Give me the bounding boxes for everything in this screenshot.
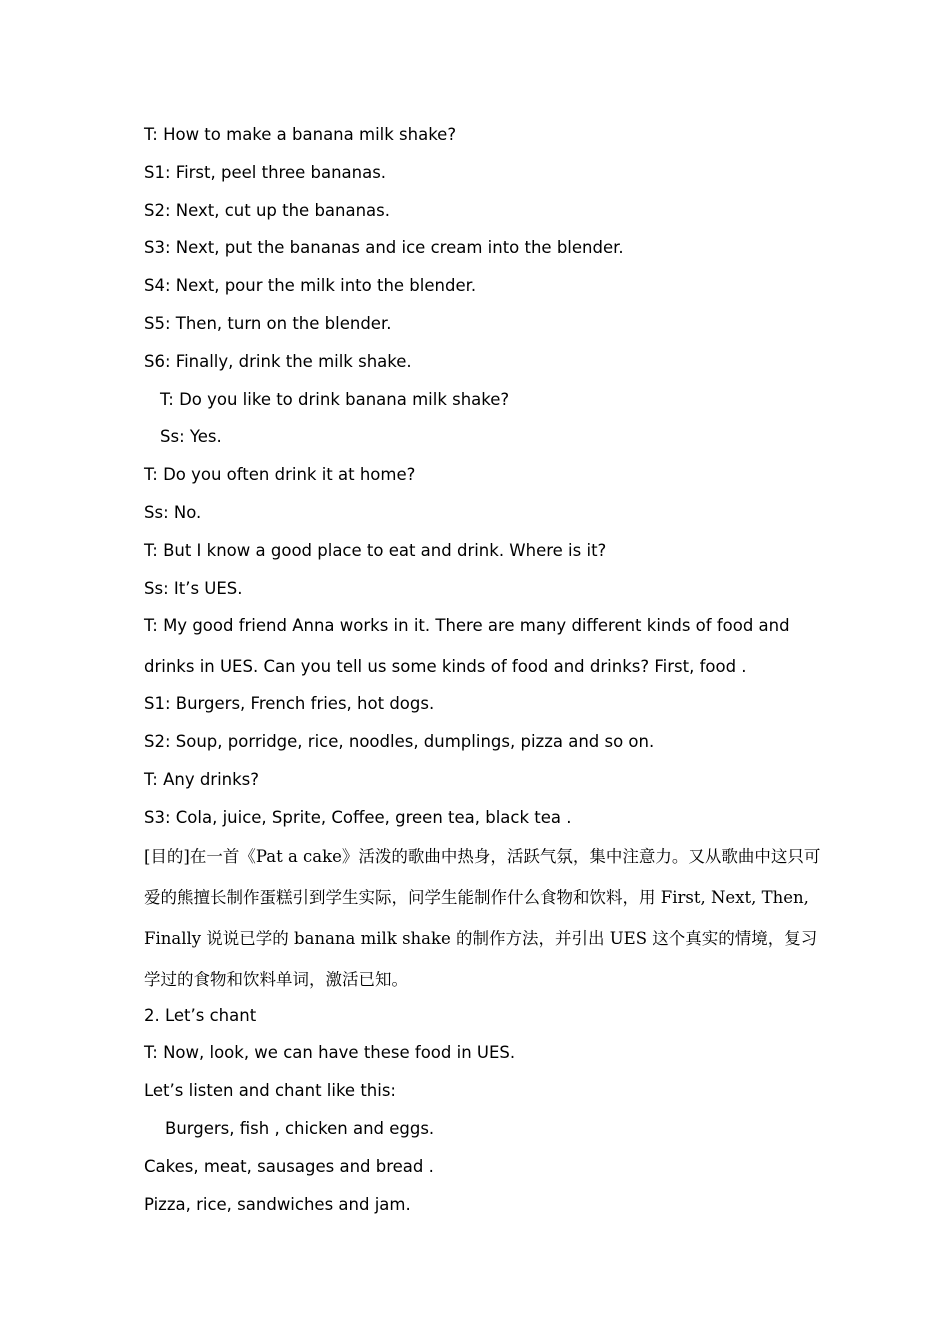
dialogue-line: S5: Then, turn on the blender. [144,313,392,333]
purpose-note: [目的]在一首《Pat a cake》活泼的歌曲中热身，活跃气氛，集中注意力。又从歌曲中这只可爱的熊擅长制作蛋糕引到学生实际，问学生能制作什么食物和饮料，用 First, Next, Then, Finally 说说已学的 banana milk shake 的制作方法，并引出 UES 这个真实的情境，复习学过的食物和饮料单词，激活已知。 [144,846,821,989]
document-body [144,124,824,1231]
dialogue-line: Ss: No. [144,502,202,522]
dialogue-line: Ss: It’s UES. [144,578,243,598]
dialogue-line: S6: Finally, drink the milk shake. [144,351,412,371]
dialogue-line: T: Do you often drink it at home? [144,465,416,485]
dialogue-line: T: How to make a banana milk shake? [144,125,457,144]
dialogue-line: S1: Burgers, French fries, hot dogs. [144,694,435,714]
dialogue-line: S3: Cola, juice, Sprite, Coffee, green tea, black tea . [144,807,572,827]
dialogue-paragraph: T: My good friend Anna works in it. There are many different kinds of food and drinks in UES. Can you tell us some kinds of food and drinks? First, food . [144,616,790,676]
dialogue-line: S2: Soup, porridge, rice, noodles, dumplings, pizza and so on. [144,732,655,752]
dialogue-line: S1: First, peel three bananas. [144,162,387,182]
dialogue-line: Let’s listen and chant like this: [144,1081,396,1101]
dialogue-line: T: Now, look, we can have these food in UES. [144,1043,516,1063]
dialogue-line: T: Any drinks? [144,769,260,789]
dialogue-line: T: Do you like to drink banana milk shake? [160,389,510,409]
chant-line: Burgers, fish , chicken and eggs. [165,1118,435,1138]
dialogue-line: S3: Next, put the bananas and ice cream into the blender. [144,238,624,258]
chant-line: Cakes, meat, sausages and bread . [144,1156,434,1176]
dialogue-line: S4: Next, pour the milk into the blender. [144,276,477,296]
dialogue-line: T: But I know a good place to eat and drink. Where is it? [144,540,607,560]
dialogue-line: Ss: Yes. [160,427,222,447]
dialogue-line: S2: Next, cut up the bananas. [144,200,391,220]
section-heading: 2. Let’s chant [144,1005,257,1025]
chant-line: Pizza, rice, sandwiches and jam. [144,1194,411,1214]
